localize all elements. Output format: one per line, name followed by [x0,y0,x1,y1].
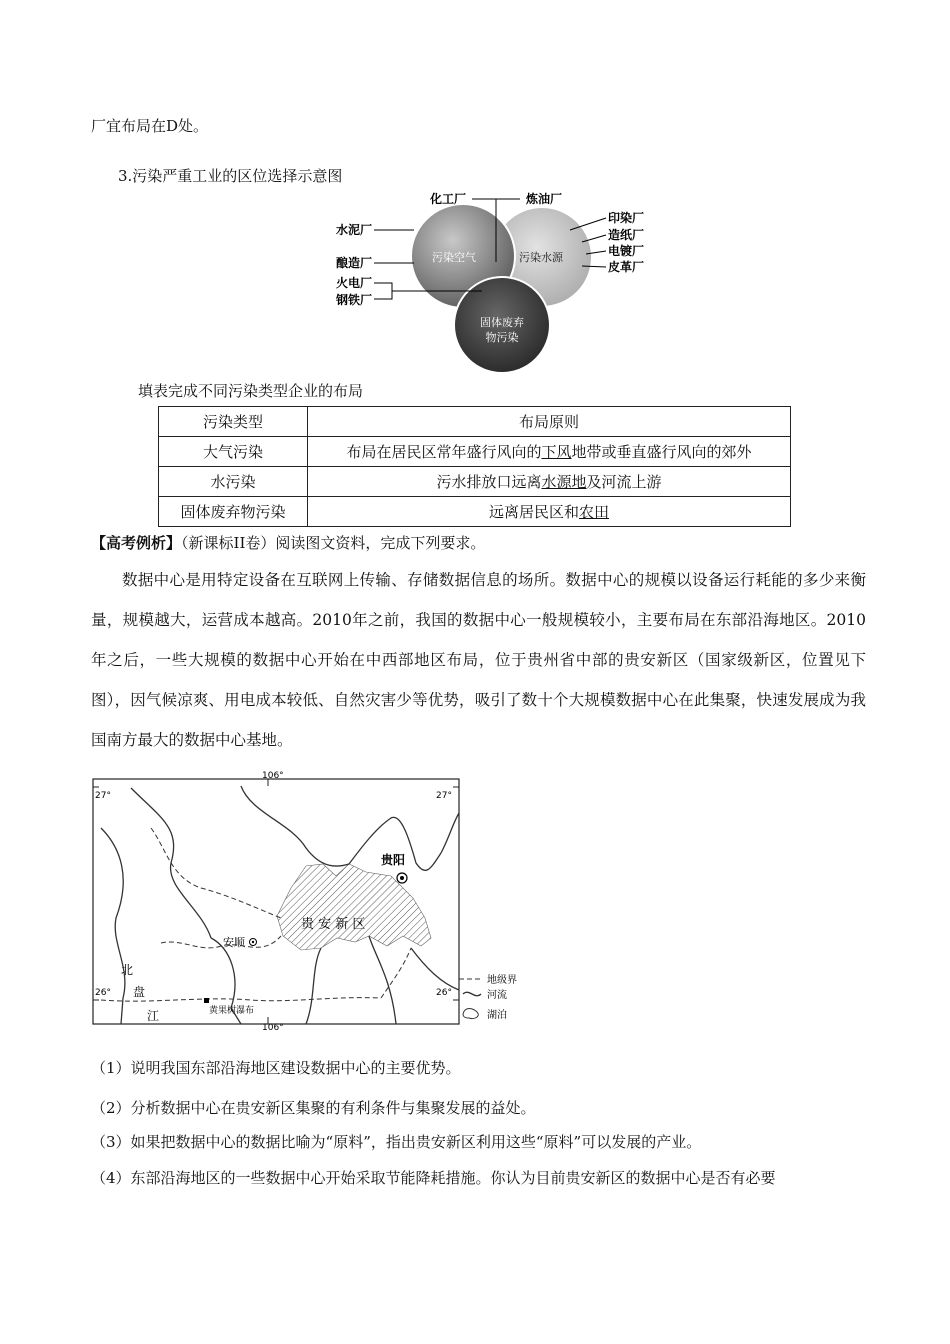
left-label-3: 火电厂 [336,276,373,290]
table-header-cell: 污染类型 [159,407,308,437]
lon-bottom-label: 106° [262,1023,284,1030]
pollution-type-cell: 水污染 [159,467,308,497]
example-source: （新课标II卷）阅读图文资料，完成下列要求。 [181,534,486,552]
lon-top-label: 106° [262,771,284,781]
right-label-4: 皮革厂 [608,260,645,274]
bei-label: 北 [121,963,134,977]
table-caption: 填表完成不同污染类型企业的布局 [138,382,364,400]
anshun-label: 安顺 [223,936,245,949]
question-4: （4）东部沿海地区的一些数据中心开始采取节能降耗措施。你认为目前贵安新区的数据中心是否有必要 [91,1169,776,1187]
solid-label-1: 固体废弃 [480,316,524,329]
data-center-paragraph: 数据中心是用特定设备在互联网上传输、存储数据信息的场所。数据中心的规模以设备运行耗能的多少来衡量，规模越大，运营成本越高。2010年之前，我国的数据中心一般规模较小，主要布局在东部沿海地区。2010年之后，一些大规模的数据中心开始在中西部地区布局，位于贵州省中部的贵安新区（国家级新区，位置见下图），因气候凉爽、用电成本较低、自然灾害少等优势，吸引了数十个大规模数据中心在此集聚，快速发展成为我国南方最大的数据中心基地。 [91,571,866,749]
guian-map [91,768,533,1030]
table-row [159,467,791,497]
right-label-1: 印染厂 [608,211,645,225]
layout-principle-cell: 布局在居民区常年盛行风向的下风地带或垂直盛行风向的郊外 [308,437,791,467]
guiyang-label: 贵阳 [381,853,406,867]
waterfall-label: 黄果树瀑布 [209,1006,255,1016]
lat26-right-label: 26° [436,988,452,998]
lat27-left-label: 27° [95,791,111,801]
table-row [159,437,791,467]
legend-boundary-label: 地级界 [487,975,517,986]
pollution-layout-table [158,406,791,527]
pan-label: 盘 [133,985,146,999]
lat26-left-label: 26° [95,988,111,998]
table-header-cell: 布局原则 [308,407,791,437]
guian-label: 贵 安 新 区 [301,917,366,932]
question-2: （2）分析数据中心在贵安新区集聚的有利条件与集聚发展的益处。 [91,1099,536,1117]
water-label: 污染水源 [519,251,563,264]
air-label: 污染空气 [432,251,476,264]
legend-lake-label: 湖泊 [487,1010,507,1021]
legend-river-label: 河流 [487,990,507,1001]
example-heading: 【高考例析】 [91,534,182,552]
right-label-3: 电镀厂 [608,244,645,258]
pollution-type-cell: 大气污染 [159,437,308,467]
left-label-4: 钢铁厂 [336,293,373,307]
legend-lake-symbol [463,1009,478,1019]
question-1: （1）说明我国东部沿海地区建设数据中心的主要优势。 [91,1059,461,1077]
left-label-2: 酿造厂 [336,256,373,270]
chem-plant-label: 化工厂 [430,192,467,206]
top-line: 厂宜布局在D处。 [91,117,209,135]
layout-principle-cell: 污水排放口远离水源地及河流上游 [308,467,791,497]
table-header-row [159,407,791,437]
solid-label-2: 物污染 [485,331,519,344]
legend-river-symbol [463,992,481,995]
left-label-1: 水泥厂 [336,223,373,237]
lat27-right-label: 27° [436,791,452,801]
example-heading-line [91,533,485,553]
refinery-label: 炼油厂 [526,192,563,206]
table-row [159,497,791,527]
pollution-venn-diagram [330,188,660,374]
right-label-2: 造纸厂 [608,228,645,242]
question-3: （3）如果把数据中心的数据比喻为“原料”，指出贵安新区利用这些“原料”可以发展的产业。 [91,1133,702,1151]
layout-principle-cell: 远离居民区和农田 [308,497,791,527]
jiang-label: 江 [147,1009,160,1023]
waterfall-marker [204,998,209,1003]
pollution-type-cell: 固体废弃物污染 [159,497,308,527]
section-3-title: 3.污染严重工业的区位选择示意图 [118,167,343,185]
